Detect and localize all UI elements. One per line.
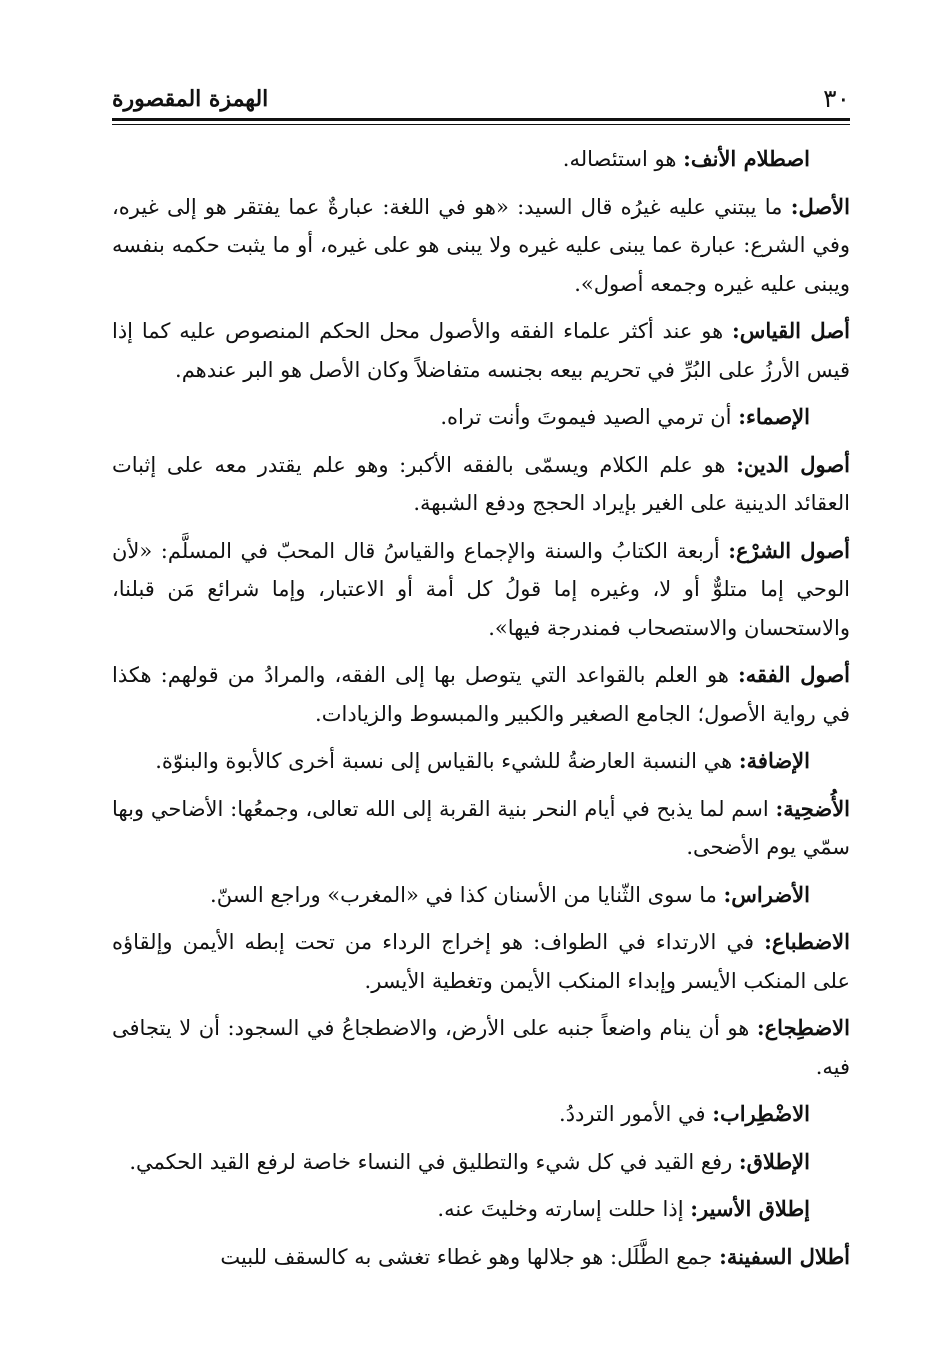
dictionary-entry xyxy=(112,656,850,733)
entry-term: أطلال السفينة: xyxy=(719,1243,850,1269)
running-title: الهمزة المقصورة xyxy=(112,86,269,112)
dictionary-entry xyxy=(112,398,850,437)
entry-definition: رفع القيد في كل شيء والتطليق في النساء خاصة لرفع القيد الحكمي. xyxy=(129,1149,739,1174)
dictionary-entry xyxy=(112,1238,850,1277)
page-number: ٣٠ xyxy=(823,84,850,113)
entry-term: الاضطباع: xyxy=(764,929,850,954)
dictionary-entry xyxy=(112,790,850,867)
entry-term: الإطلاق: xyxy=(738,1148,810,1174)
header-rule-thin xyxy=(112,124,850,125)
dictionary-entry xyxy=(112,532,850,648)
entry-term: الإصماء: xyxy=(738,404,810,429)
entry-definition: أن ترمي الصيد فيموتَ وأنت تراه. xyxy=(440,405,739,429)
entry-term: الإضافة: xyxy=(738,748,810,773)
entry-definition: هو علم الكلام ويسمّى بالفقه الأكبر: وهو علم يقتدر معه على إثبات العقائد الدينية على الغير بإيراد الحجج ودفع الشبهة. xyxy=(112,452,850,515)
entry-definition: اسم لما يذبح في أيام النحر بنية القربة إلى الله تعالى، وجمعُها: الأضاحي وبها سمّي يوم الأضحى. xyxy=(112,796,850,859)
entry-definition: هو عند أكثر علماء الفقه والأصول محل الحكم المنصوص عليه كما إذا قيس الأرزُ على البُرِّ في تحريم بيعه بجنسه متفاضلاً وكان الأصل هو البر عندهم. xyxy=(112,319,850,382)
dictionary-entry xyxy=(112,188,850,304)
entry-term: أصول الشرْع: xyxy=(728,537,851,563)
dictionary-entry xyxy=(112,140,850,179)
dictionary-entries xyxy=(112,140,850,1285)
entry-term: أصول الفقه: xyxy=(738,662,850,687)
dictionary-entry xyxy=(112,1095,850,1134)
entry-term: الأُضحِية: xyxy=(775,795,850,821)
entry-definition: إذا حللت إسارته وخليتَ عنه. xyxy=(437,1197,691,1221)
dictionary-entry xyxy=(112,742,850,781)
entry-definition: في الارتداء في الطواف: هو إخراج الرداء من تحت إبطه الأيمن وإلقاؤه على المنكب الأيسر وإبداء المنكب الأيمن وتغطية الأيسر. xyxy=(112,930,850,993)
entry-definition: أربعة الكتابُ والسنة والإجماع والقياسُ قال المحبّ في المسلَّم: «لأن الوحي إما متلوٌّ أو لا، وغيره إما قولُ كل أمة أو الاعتبار، وإما شرائع مَن قبلنا، والاستحسان والاستصحاب فمندرجة فيها». xyxy=(112,538,850,640)
entry-term: أصول الدين: xyxy=(736,451,851,477)
entry-definition: جمع الطَّلَل: هو جلالها وهو غطاء تغشى به كالسقف للبيت xyxy=(220,1244,720,1269)
entry-term: الأصل: xyxy=(790,193,850,219)
dictionary-entry xyxy=(112,876,850,915)
entry-definition: هو استئصاله. xyxy=(562,147,684,171)
page-header xyxy=(112,78,850,112)
entry-definition: هي النسبة العارضةُ للشيء بالقياس إلى نسبة أخرى كالأبوة والبنوّة. xyxy=(155,749,739,773)
entry-definition: ما سوى الثّنايا من الأسنان كذا في «المغرب» وراجع السنّ. xyxy=(210,882,724,907)
entry-term: اصطلام الأنف: xyxy=(683,146,810,171)
dictionary-entry xyxy=(112,312,850,389)
dictionary-entry xyxy=(112,446,850,523)
entry-definition: هو العلم بالقواعد التي يتوصل بها إلى الفقه، والمرادُ من قولهم: هكذا في رواية الأصول؛ الجامع الصغير والكبير والمبسوط والزيادات. xyxy=(112,663,850,726)
entry-term: إطلاق الأسير: xyxy=(690,1196,810,1221)
entry-definition: في الأمور الترددُ. xyxy=(559,1102,713,1126)
entry-term: الأضراس: xyxy=(723,881,810,907)
dictionary-entry xyxy=(112,923,850,1000)
entry-definition: ما يبتني عليه غيرُه قال السيد: «هو في اللغة: عبارةٌ عما يفتقر هو إلى غيره، وفي الشرع: عبارة عما يبنى عليه غيره ولا يبنى هو على غيره، أو ما يثبت حكمه بنفسه ويبنى عليه غيره وجمعه أصول». xyxy=(112,194,850,296)
entry-term: الاضطِجاع: xyxy=(756,1015,850,1040)
header-rule-thick xyxy=(112,118,850,121)
entry-term: الاضْطِراب: xyxy=(712,1101,810,1126)
dictionary-entry xyxy=(112,1190,850,1229)
entry-term: أصل القياس: xyxy=(731,318,851,343)
dictionary-entry xyxy=(112,1143,850,1182)
entry-definition: هو أن ينام واضعاً جنبه على الأرض، والاضطجاعُ في السجود: أن لا يتجافى فيه. xyxy=(112,1016,850,1079)
dictionary-entry xyxy=(112,1009,850,1086)
